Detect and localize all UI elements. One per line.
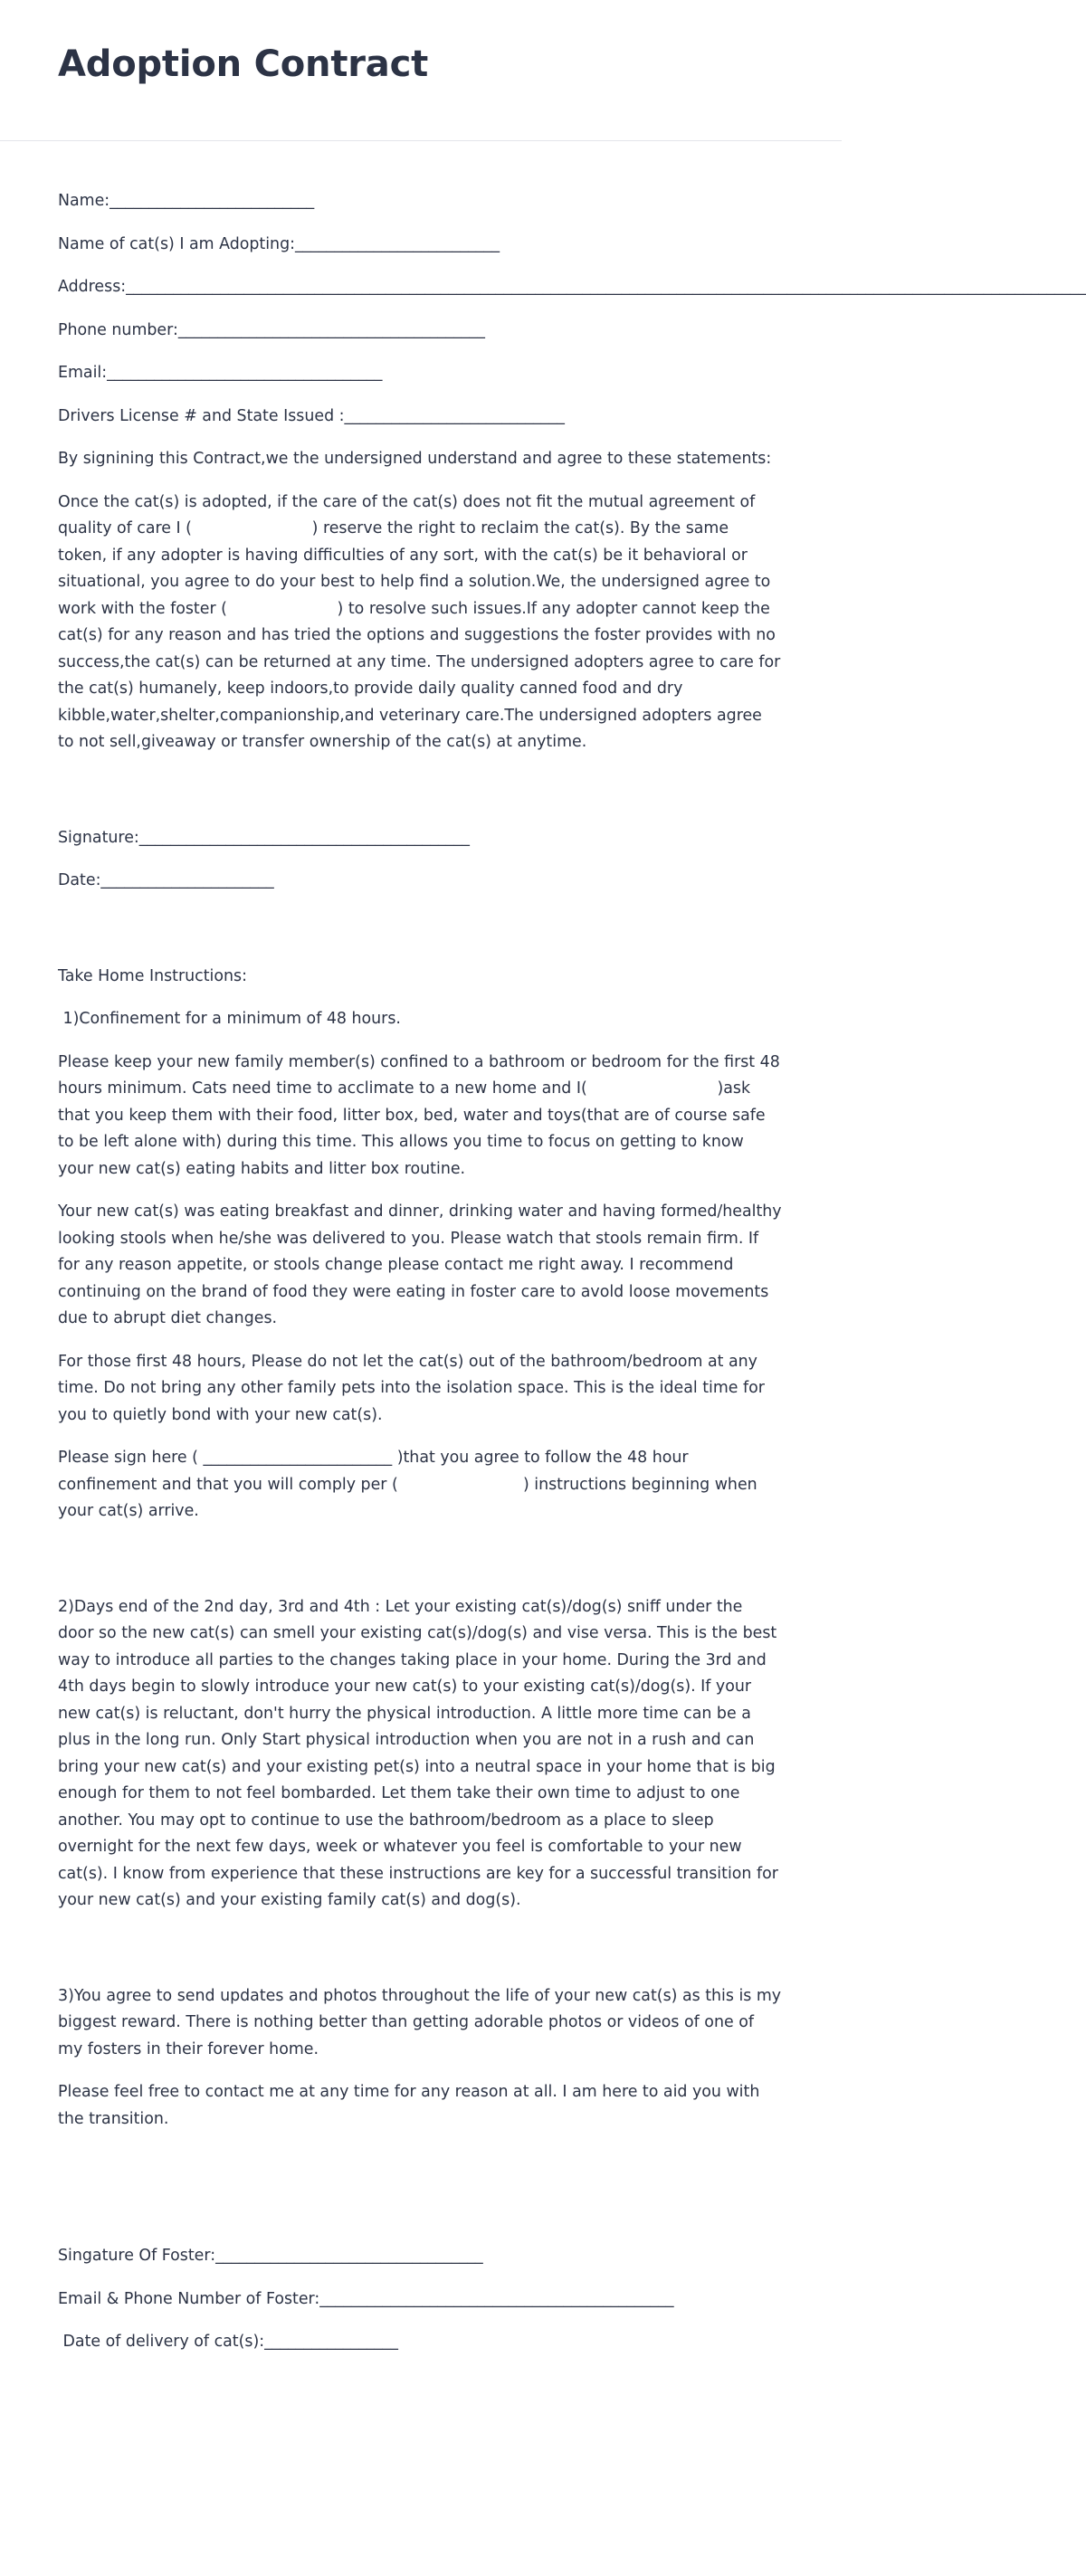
form-header	[0, 0, 842, 141]
spacer	[58, 2149, 782, 2216]
spacer	[58, 1542, 782, 1594]
instructions-heading: Take Home Instructions:	[58, 966, 247, 985]
step3-paragraph: 3)You agree to send updates and photos throughout the life of your new cat(s) as this is my biggest reward. There is nothing better than getting adorable photos or videos of one of my fosters in their forever home.	[58, 1986, 786, 2058]
contract-body	[0, 141, 1086, 2356]
step1-paragraph: Your new cat(s) was eating breakfast and dinner, drinking water and having formed/healthy looking stools when he/she was delivered to you. Please watch that stools remain firm. If for any reason appetite, or stools change please contact me right away. I recommend continuing on the brand of food they were eating in foster care to avold loose movements due to abrupt diet changes.	[58, 1202, 787, 1327]
spacer	[58, 1931, 782, 1983]
spacer	[58, 911, 782, 964]
foster-contact-line: Email & Phone Number of Foster:_____________________________________________	[58, 2289, 674, 2308]
spacer	[58, 773, 782, 825]
signature-field-line: Signature:__________________________________________	[58, 828, 470, 847]
step1-paragraph: Please keep your new family member(s) confined to a bathroom or bedroom for the first 48 hours minimum. Cats need time to acclimate to a new home and I( )ask that you keep them with their food, litter box, bed, water and toys(that are of course safe to be left alone with) during this time. This allows you time to focus on getting to know your new cat(s) eating habits and litter box routine.	[58, 1052, 786, 1178]
phone-field-line: Phone number:_______________________________________	[58, 320, 485, 339]
closing-paragraph: Please feel free to contact me at any time for any reason at all. I am here to aid you with the transition.	[58, 2083, 765, 2128]
email-field-line: Email:___________________________________	[58, 364, 383, 382]
step1-sign-paragraph: Please sign here ( ________________________ )that you agree to follow the 48 hour confinement and that you will comply per ( ) instructions beginning when your cat(s) arrive.	[58, 1449, 763, 1520]
agreement-intro: By signining this Contract,we the undersigned understand and agree to these statements:	[58, 450, 772, 468]
license-field-line: Drivers License # and State Issued :____________________________	[58, 406, 565, 425]
step1-paragraph: For those first 48 hours, Please do not let the cat(s) out of the bathroom/bedroom at any time. Do not bring any other family pets into the isolation space. This is the ideal time for you to quietly bond with your new cat(s).	[58, 1352, 770, 1424]
step1-title: 1)Confinement for a minimum of 48 hours.	[58, 1010, 401, 1028]
page-title: Adoption Contract	[58, 43, 429, 85]
agreement-terms: Once the cat(s) is adopted, if the care of the cat(s) does not fit the mutual agreement of quality of care I ( ) reserve the right to reclaim the cat(s). By the same token, if any adopter is having difficulties of any sort, with the cat(s) be it behavioral or situational, you agree to do your best to help find a solution.We, the undersigned agree to work with the foster ( ) to resolve such issues.If any adopter cannot keep the cat(s) for any reason and has tried the options and suggestions the foster provides with no success,the cat(s) can be returned at any time. The undersigned adopters agree to care for the cat(s) humanely, keep indoors,to provide daily quality canned food and dry kibble,water,shelter,companionship,and veterinary care.The undersigned adopters agree to not sell,giveaway or transfer ownership of the cat(s) at anytime.	[58, 492, 786, 751]
name-field-line: Name:__________________________	[58, 192, 315, 210]
spacer	[58, 2216, 782, 2243]
foster-signature-line: Singature Of Foster:__________________________________	[58, 2247, 483, 2265]
cats-name-field-line: Name of cat(s) I am Adopting:__________________________	[58, 234, 500, 253]
delivery-date-line: Date of delivery of cat(s):_________________	[58, 2333, 398, 2351]
date-field-line: Date:______________________	[58, 871, 274, 889]
address-field-line: Address:__________________________________________________________________________________________________________________________	[58, 278, 1086, 296]
step2-paragraph: 2)Days end of the 2nd day, 3rd and 4th : Let your existing cat(s)/dog(s) sniff under the door so the new cat(s) can smell your existing cat(s)/dog(s) and vise versa. This is the best way to introduce all parties to the changes taking place in your home. During the 3rd and 4th days begin to slowly introduce your new cat(s) to your existing cat(s)/dog(s). If your new cat(s) is reluctant, don't hurry the physical introduction. A little more time can be a plus in the long run. Only Start physical introduction when you are not in a rush and can bring your new cat(s) and your existing pet(s) into a neutral space in your home that is big enough for them to not feel bombarded. Let them take their own time to adjust to one another. You may opt to continue to use the bathroom/bedroom as a place to sleep overnight for the next few days, week or whatever you feel is comfortable to your new cat(s). I know from experience that these instructions are key for a successful transition for your new cat(s) and your existing family cat(s) and dog(s).	[58, 1597, 784, 1909]
